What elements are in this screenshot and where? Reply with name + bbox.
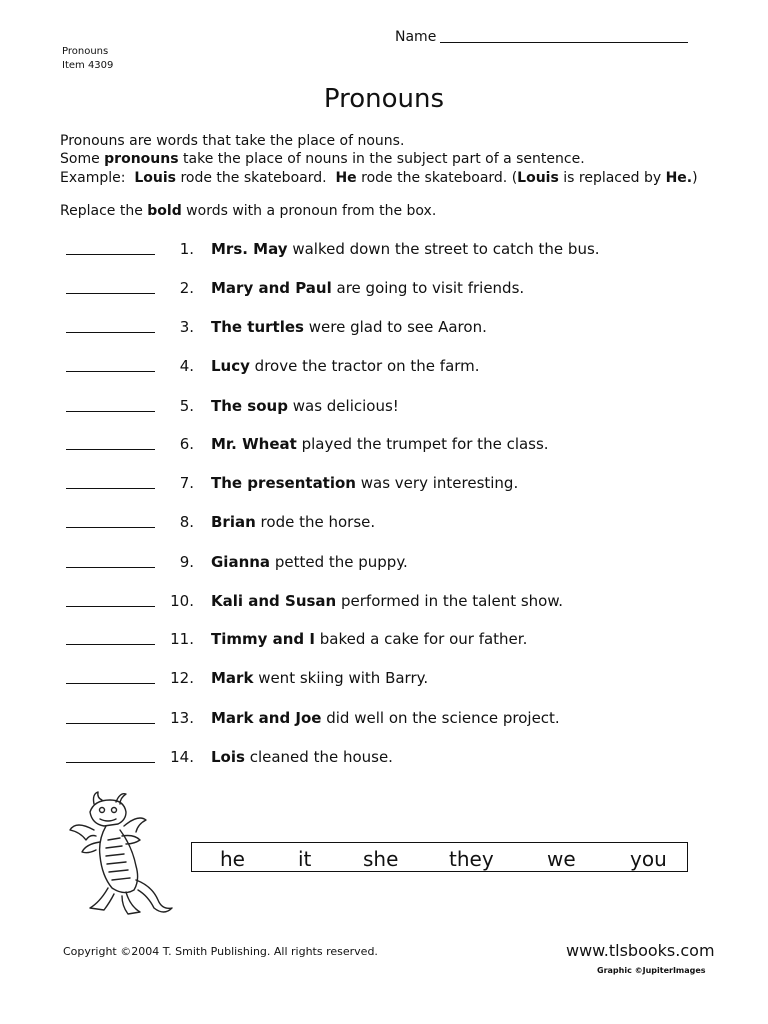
item-sentence: [211, 748, 393, 766]
item-rest: are going to visit friends.: [331, 279, 525, 297]
item-rest: played the trumpet for the class.: [296, 435, 549, 453]
item-number: 12.: [170, 669, 194, 687]
item-bold-subject: Mark: [211, 669, 254, 687]
answer-blank[interactable]: [66, 748, 155, 763]
item-rest: cleaned the house.: [244, 748, 393, 766]
item-number: 10.: [170, 592, 194, 610]
answer-blank[interactable]: [66, 630, 155, 645]
item-number: 14.: [170, 748, 194, 766]
example-text: rode the skateboard.: [176, 170, 336, 186]
item-bold-subject: The presentation: [211, 474, 356, 492]
answer-blank[interactable]: [66, 592, 155, 607]
item-bold-subject: Timmy and I: [211, 630, 315, 648]
item-bold-subject: Lucy: [211, 357, 250, 375]
item-number: 7.: [179, 474, 194, 492]
item-bold-subject: Mary and Paul: [211, 279, 332, 297]
answer-blank[interactable]: [66, 357, 155, 372]
example-text: rode the skateboard. (: [356, 170, 518, 186]
example-label: Example:: [60, 170, 135, 186]
item-sentence: [211, 669, 428, 687]
answer-blank[interactable]: [66, 553, 155, 568]
pronoun-option[interactable]: they: [449, 847, 494, 871]
answer-blank[interactable]: [66, 513, 155, 528]
answer-blank[interactable]: [66, 318, 155, 333]
item-bold-subject: The turtles: [211, 318, 304, 336]
item-sentence: [211, 709, 560, 727]
item-rest: rode the horse.: [255, 513, 376, 531]
item-sentence: [211, 357, 480, 375]
intro-bold: pronouns: [104, 151, 179, 167]
item-number: 6.: [179, 435, 194, 453]
answer-blank[interactable]: [66, 240, 155, 255]
item-bold-subject: Mr. Wheat: [211, 435, 297, 453]
item-sentence: [211, 630, 527, 648]
item-sentence: [211, 592, 563, 610]
answer-blank[interactable]: [66, 474, 155, 489]
answer-blank[interactable]: [66, 435, 155, 450]
item-rest: walked down the street to catch the bus.: [287, 240, 600, 258]
instructions: [60, 203, 436, 219]
item-sentence: [211, 435, 549, 453]
website-link[interactable]: www.tlsbooks.com: [566, 941, 715, 960]
item-sentence: [211, 240, 600, 258]
answer-blank[interactable]: [66, 279, 155, 294]
example-bold: Louis: [517, 170, 559, 186]
pronoun-option[interactable]: you: [630, 847, 667, 871]
graphic-credit: Graphic ©JupiterImages: [597, 966, 706, 975]
item-rest: was very interesting.: [355, 474, 519, 492]
page-title: Pronouns: [323, 84, 445, 114]
item-number: 13.: [170, 709, 194, 727]
item-bold-subject: Mrs. May: [211, 240, 288, 258]
intro-text: take the place of nouns in the subject part of a sentence.: [178, 151, 585, 167]
example-bold: He: [335, 170, 357, 186]
item-number: 8.: [179, 513, 194, 531]
item-sentence: [211, 279, 524, 297]
instructions-bold: bold: [147, 203, 182, 219]
item-number: 2.: [179, 279, 194, 297]
answer-blank[interactable]: [66, 397, 155, 412]
item-rest: performed in the talent show.: [336, 592, 564, 610]
item-number: 4.: [179, 357, 194, 375]
item-number: 11.: [170, 630, 194, 648]
item-sentence: [211, 397, 399, 415]
intro-line-1: Pronouns are words that take the place of nouns.: [60, 133, 405, 149]
item-bold-subject: Mark and Joe: [211, 709, 322, 727]
pronoun-option[interactable]: it: [298, 847, 312, 871]
example-text: ): [692, 170, 698, 186]
item-rest: were glad to see Aaron.: [303, 318, 487, 336]
item-number: 3.: [179, 318, 194, 336]
pronoun-option[interactable]: we: [547, 847, 576, 871]
item-sentence: [211, 318, 487, 336]
item-rest: was delicious!: [287, 397, 399, 415]
dragon-illustration: [64, 790, 174, 922]
item-sentence: [211, 474, 518, 492]
name-label: Name: [395, 29, 437, 45]
copyright-notice: Copyright ©2004 T. Smith Publishing. All rights reserved.: [63, 945, 378, 958]
item-bold-subject: The soup: [211, 397, 288, 415]
item-sentence: [211, 513, 375, 531]
pronoun-option[interactable]: she: [363, 847, 399, 871]
name-field: [395, 29, 688, 45]
item-code: Item 4309: [62, 60, 114, 71]
example-line: [60, 170, 698, 186]
pronoun-word-box: [191, 842, 688, 872]
answer-blank[interactable]: [66, 669, 155, 684]
item-number: 9.: [179, 553, 194, 571]
pronoun-option[interactable]: he: [220, 847, 245, 871]
item-bold-subject: Gianna: [211, 553, 271, 571]
item-rest: drove the tractor on the farm.: [249, 357, 480, 375]
intro-line-2: [60, 151, 585, 167]
example-bold: He.: [665, 170, 693, 186]
item-number: 1.: [179, 240, 194, 258]
item-bold-subject: Lois: [211, 748, 245, 766]
subject-label: Pronouns: [62, 46, 109, 57]
instructions-text: Replace the: [60, 203, 148, 219]
item-rest: baked a cake for our father.: [314, 630, 528, 648]
item-bold-subject: Kali and Susan: [211, 592, 337, 610]
item-rest: petted the puppy.: [270, 553, 408, 571]
answer-blank[interactable]: [66, 709, 155, 724]
instructions-text: words with a pronoun from the box.: [181, 203, 437, 219]
item-bold-subject: Brian: [211, 513, 256, 531]
item-sentence: [211, 553, 408, 571]
example-text: is replaced by: [558, 170, 666, 186]
name-blank-line[interactable]: [440, 42, 688, 43]
example-bold: Louis: [134, 170, 176, 186]
intro-text: Some: [60, 151, 105, 167]
item-number: 5.: [179, 397, 194, 415]
item-rest: went skiing with Barry.: [253, 669, 429, 687]
item-rest: did well on the science project.: [321, 709, 560, 727]
